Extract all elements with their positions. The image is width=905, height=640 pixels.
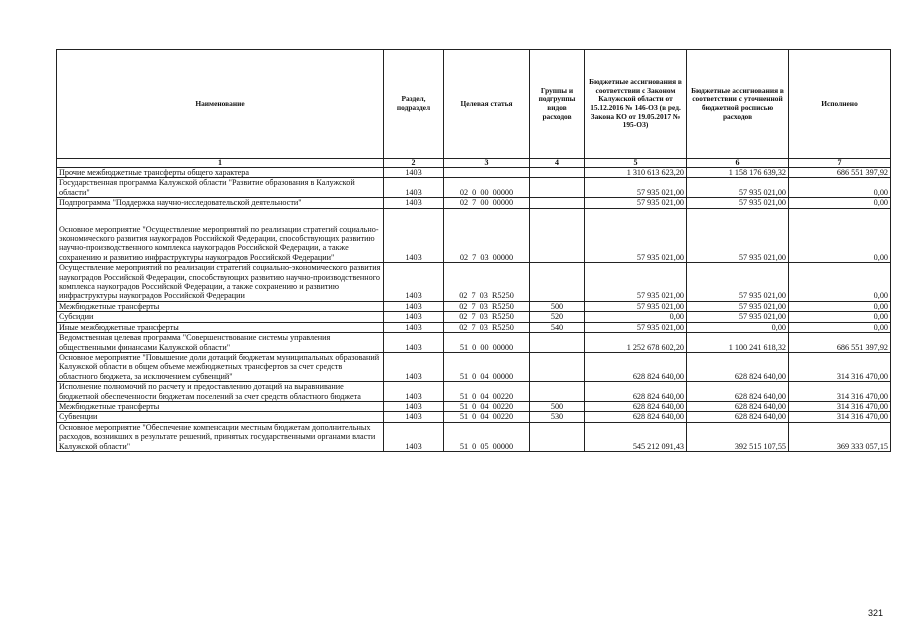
header-name: Наименование xyxy=(57,50,384,159)
row-target-article: 51 0 04 00220 xyxy=(444,401,530,411)
table-row xyxy=(57,263,891,302)
row-refined-amount: 628 824 640,00 xyxy=(687,352,789,381)
column-number: 1 xyxy=(57,159,384,168)
table-row xyxy=(57,322,891,332)
row-section: 1403 xyxy=(384,422,444,451)
table-row xyxy=(57,301,891,311)
row-section: 1403 xyxy=(384,198,444,208)
row-target-article: 02 7 00 00000 xyxy=(444,198,530,208)
table-row xyxy=(57,412,891,422)
table-row xyxy=(57,382,891,402)
header-law-allocations: Бюджетные ассигнования в соответствии с Законом Калужской области от 15.12.2016 № 146-ОЗ (в ред. Закона КО от 19.05.2017 № 195-ОЗ) xyxy=(585,50,687,159)
row-target-article: 02 7 03 R5250 xyxy=(444,322,530,332)
row-law-amount: 57 935 021,00 xyxy=(585,322,687,332)
row-executed-amount: 0,00 xyxy=(789,263,891,302)
row-law-amount: 57 935 021,00 xyxy=(585,208,687,263)
row-target-article: 02 7 03 R5250 xyxy=(444,312,530,322)
row-target-article: 51 0 05 00000 xyxy=(444,422,530,451)
row-executed-amount: 0,00 xyxy=(789,208,891,263)
row-executed-amount: 369 333 057,15 xyxy=(789,422,891,451)
table-row xyxy=(57,208,891,263)
row-refined-amount: 628 824 640,00 xyxy=(687,401,789,411)
row-refined-amount: 57 935 021,00 xyxy=(687,198,789,208)
row-refined-amount: 1 100 241 618,32 xyxy=(687,333,789,353)
row-refined-amount: 57 935 021,00 xyxy=(687,301,789,311)
row-refined-amount: 628 824 640,00 xyxy=(687,382,789,402)
row-expense-group: 500 xyxy=(530,401,585,411)
row-target-article: 02 7 03 R5250 xyxy=(444,301,530,311)
row-section: 1403 xyxy=(384,382,444,402)
row-expense-group xyxy=(530,168,585,178)
row-name: Государственная программа Калужской области "Развитие образования в Калужской области" xyxy=(57,178,384,198)
row-name: Осуществление мероприятий по реализации стратегий социально-экономического развития наукоградов Российской Федерации, способствующих развитию научно-производственного комплекса наукоградов Российской Федерации, а также сохранению и развитию инфраструктуры наукоградов Российской Федерации xyxy=(57,263,384,302)
row-section: 1403 xyxy=(384,178,444,198)
row-name: Межбюджетные трансферты xyxy=(57,301,384,311)
header-expense-groups: Группы и подгруппы видов расходов xyxy=(530,50,585,159)
row-section: 1403 xyxy=(384,412,444,422)
row-target-article xyxy=(444,168,530,178)
row-law-amount: 545 212 091,43 xyxy=(585,422,687,451)
header-target-article: Целевая статья xyxy=(444,50,530,159)
row-refined-amount: 392 515 107,55 xyxy=(687,422,789,451)
table-row xyxy=(57,401,891,411)
row-name: Субвенции xyxy=(57,412,384,422)
column-number: 5 xyxy=(585,159,687,168)
row-name: Исполнение полномочий по расчету и предоставлению дотаций на выравнивание бюджетной обеспеченности бюджетам поселений за счет средств областного бюджета xyxy=(57,382,384,402)
row-expense-group xyxy=(530,178,585,198)
row-law-amount: 57 935 021,00 xyxy=(585,263,687,302)
row-section: 1403 xyxy=(384,352,444,381)
row-law-amount: 1 310 613 623,20 xyxy=(585,168,687,178)
row-name: Прочие межбюджетные трансферты общего характера xyxy=(57,168,384,178)
row-refined-amount: 57 935 021,00 xyxy=(687,178,789,198)
table-row xyxy=(57,312,891,322)
header-executed: Исполнено xyxy=(789,50,891,159)
row-section: 1403 xyxy=(384,168,444,178)
row-target-article: 02 7 03 R5250 xyxy=(444,263,530,302)
row-target-article: 02 0 00 00000 xyxy=(444,178,530,198)
row-section: 1403 xyxy=(384,208,444,263)
row-executed-amount: 314 316 470,00 xyxy=(789,352,891,381)
row-target-article: 51 0 00 00000 xyxy=(444,333,530,353)
row-law-amount: 1 252 678 602,20 xyxy=(585,333,687,353)
row-executed-amount: 0,00 xyxy=(789,301,891,311)
row-expense-group xyxy=(530,198,585,208)
table-row xyxy=(57,168,891,178)
row-name: Межбюджетные трансферты xyxy=(57,401,384,411)
row-expense-group xyxy=(530,352,585,381)
row-executed-amount: 0,00 xyxy=(789,312,891,322)
row-executed-amount: 686 551 397,92 xyxy=(789,168,891,178)
column-number: 6 xyxy=(687,159,789,168)
row-expense-group: 500 xyxy=(530,301,585,311)
row-law-amount: 628 824 640,00 xyxy=(585,412,687,422)
row-law-amount: 628 824 640,00 xyxy=(585,401,687,411)
column-number: 2 xyxy=(384,159,444,168)
row-executed-amount: 314 316 470,00 xyxy=(789,382,891,402)
row-section: 1403 xyxy=(384,322,444,332)
row-executed-amount: 314 316 470,00 xyxy=(789,412,891,422)
row-law-amount: 0,00 xyxy=(585,312,687,322)
row-name: Ведомственная целевая программа "Совершенствование системы управления общественными финансами Калужской области" xyxy=(57,333,384,353)
row-target-article: 51 0 04 00000 xyxy=(444,352,530,381)
table-header-row xyxy=(57,50,891,159)
page-number: 321 xyxy=(868,608,884,618)
table-row xyxy=(57,178,891,198)
table-row xyxy=(57,198,891,208)
row-name: Субсидии xyxy=(57,312,384,322)
row-expense-group xyxy=(530,263,585,302)
header-refined-allocations: Бюджетные ассигнования в соответствии с уточненной бюджетной росписью расходов xyxy=(687,50,789,159)
row-law-amount: 57 935 021,00 xyxy=(585,198,687,208)
column-number: 3 xyxy=(444,159,530,168)
row-expense-group: 540 xyxy=(530,322,585,332)
row-section: 1403 xyxy=(384,301,444,311)
row-refined-amount: 57 935 021,00 xyxy=(687,263,789,302)
row-target-article: 51 0 04 00220 xyxy=(444,382,530,402)
column-number: 4 xyxy=(530,159,585,168)
row-name: Основное мероприятие "Обеспечение компенсации местным бюджетам дополнительных расходов, возникших в результате решений, принятых государственными органами власти Калужской области" xyxy=(57,422,384,451)
row-law-amount: 628 824 640,00 xyxy=(585,382,687,402)
row-law-amount: 57 935 021,00 xyxy=(585,178,687,198)
row-section: 1403 xyxy=(384,312,444,322)
row-executed-amount: 0,00 xyxy=(789,178,891,198)
row-target-article: 02 7 03 00000 xyxy=(444,208,530,263)
table-row xyxy=(57,422,891,451)
table-row xyxy=(57,352,891,381)
row-name: Основное мероприятие "Осуществление мероприятий по реализации стратегий социально-экономического развития наукоградов Российской Федерации, способствующих развитию научно-производственного комплекса наукоградов Российской Федерации, а также сохранению и развитию инфраструктуры наукоградов Российской Федерации" xyxy=(57,208,384,263)
row-section: 1403 xyxy=(384,401,444,411)
row-expense-group xyxy=(530,382,585,402)
header-section: Раздел, подраздел xyxy=(384,50,444,159)
row-expense-group xyxy=(530,208,585,263)
row-refined-amount: 57 935 021,00 xyxy=(687,312,789,322)
row-refined-amount: 628 824 640,00 xyxy=(687,412,789,422)
row-section: 1403 xyxy=(384,263,444,302)
row-expense-group xyxy=(530,333,585,353)
row-refined-amount: 1 158 176 639,32 xyxy=(687,168,789,178)
row-refined-amount: 0,00 xyxy=(687,322,789,332)
row-name: Иные межбюджетные трансферты xyxy=(57,322,384,332)
budget-execution-table xyxy=(56,49,891,452)
row-name: Подпрограмма "Поддержка научно-исследовательской деятельности" xyxy=(57,198,384,208)
column-number: 7 xyxy=(789,159,891,168)
table-row xyxy=(57,333,891,353)
row-law-amount: 628 824 640,00 xyxy=(585,352,687,381)
row-expense-group: 530 xyxy=(530,412,585,422)
row-refined-amount: 57 935 021,00 xyxy=(687,208,789,263)
column-number-row xyxy=(57,159,891,168)
row-executed-amount: 314 316 470,00 xyxy=(789,401,891,411)
row-executed-amount: 0,00 xyxy=(789,322,891,332)
row-law-amount: 57 935 021,00 xyxy=(585,301,687,311)
row-expense-group: 520 xyxy=(530,312,585,322)
row-target-article: 51 0 04 00220 xyxy=(444,412,530,422)
row-expense-group xyxy=(530,422,585,451)
row-executed-amount: 0,00 xyxy=(789,198,891,208)
row-executed-amount: 686 551 397,92 xyxy=(789,333,891,353)
row-section: 1403 xyxy=(384,333,444,353)
row-name: Основное мероприятие "Повышение доли дотаций бюджетам муниципальных образований Калужской области в общем объеме межбюджетных трансфертов за счет средств областного бюджета, за исключением субвенций" xyxy=(57,352,384,381)
